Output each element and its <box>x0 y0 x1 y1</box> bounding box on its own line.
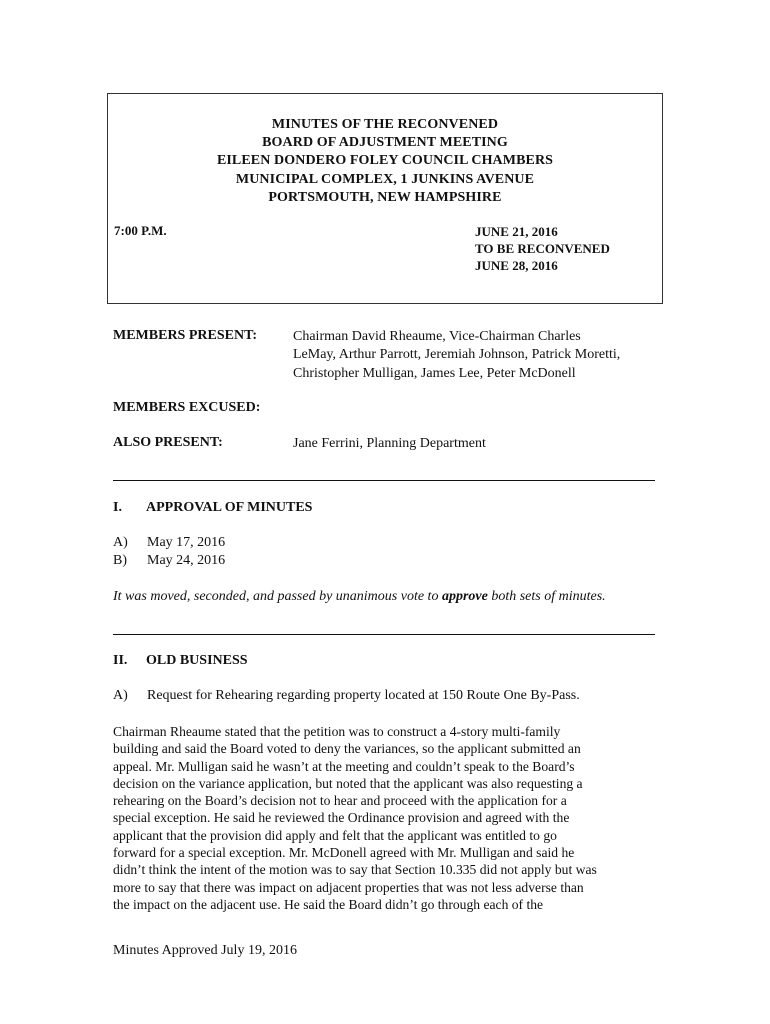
members-present-line: Chairman David Rheaume, Vice-Chairman Charles <box>293 329 581 344</box>
list-marker: B) <box>113 553 127 568</box>
header-box <box>107 93 663 304</box>
paragraph-line: the impact on the adjacent use. He said the Board didn’t go through each of the <box>113 896 544 912</box>
members-present-line: LeMay, Arthur Parrott, Jeremiah Johnson, Patrick Moretti, <box>293 347 621 363</box>
date-line: JUNE 28, 2016 <box>475 258 558 273</box>
divider <box>113 480 655 481</box>
title-line: MINUTES OF THE RECONVENED <box>271 117 499 132</box>
members-present-list <box>293 328 620 383</box>
paragraph-line: forward for a special exception. Mr. McDonell agreed with Mr. Mulligan and said he <box>113 845 575 861</box>
motion-text <box>113 589 606 605</box>
title-line: BOARD OF ADJUSTMENT MEETING <box>262 135 508 151</box>
paragraph-line: decision on the variance application, but noted that the applicant was also requesting a <box>113 775 583 791</box>
motion-text-start: It was moved, seconded, and passed by unanimous vote to <box>113 589 442 604</box>
also-present-label: ALSO PRESENT: <box>113 435 223 450</box>
section-number: I. <box>113 500 122 515</box>
also-present-value: Jane Ferrini, Planning Department <box>293 436 486 451</box>
document-title <box>108 116 662 207</box>
title-line: MUNICIPAL COMPLEX, 1 JUNKINS AVENUE <box>235 171 535 187</box>
list-marker: A) <box>113 688 128 703</box>
paragraph-line: more to say that there was impact on adjacent properties that was not less adverse than <box>113 879 584 895</box>
title-line: PORTSMOUTH, NEW HAMPSHIRE <box>268 189 502 205</box>
paragraph-line: special exception. He said he reviewed the Ordinance provision and agreed with the <box>113 810 570 826</box>
paragraph-line: didn’t think the intent of the motion was to say that Section 10.335 did not apply but was <box>113 862 597 878</box>
members-excused-label: MEMBERS EXCUSED: <box>113 400 261 415</box>
paragraph-line: appeal. Mr. Mulligan said he wasn’t at the meeting and couldn’t speak to the Board’s <box>113 758 575 774</box>
agenda-item: Request for Rehearing regarding property located at 150 Route One By-Pass. <box>147 688 580 703</box>
section-title: APPROVAL OF MINUTES <box>146 500 313 515</box>
date-line: JUNE 21, 2016 <box>475 224 558 239</box>
discussion-paragraph <box>113 723 657 913</box>
paragraph-line: applicant that the provision did apply and felt that the applicant was entitled to go <box>113 827 557 843</box>
title-line: EILEEN DONDERO FOLEY COUNCIL CHAMBERS <box>216 153 554 169</box>
members-present-label: MEMBERS PRESENT: <box>113 328 258 343</box>
paragraph-line: Chairman Rheaume stated that the petition was to construct a 4-story multi-family <box>113 724 561 739</box>
section-number: II. <box>113 653 128 668</box>
minutes-date-item: May 24, 2016 <box>147 553 226 568</box>
members-present-line: Christopher Mulligan, James Lee, Peter McDonell <box>293 365 576 381</box>
date-line: TO BE RECONVENED <box>475 241 610 256</box>
approval-footer: Minutes Approved July 19, 2016 <box>113 943 297 958</box>
meeting-time: 7:00 P.M. <box>114 223 167 238</box>
meeting-dates <box>475 223 610 274</box>
list-marker: A) <box>113 535 128 550</box>
motion-text-end: both sets of minutes. <box>487 589 606 604</box>
section-title: OLD BUSINESS <box>146 653 248 668</box>
paragraph-line: building and said the Board voted to deny the variances, so the applicant submitted an <box>113 741 581 757</box>
minutes-date-item: May 17, 2016 <box>147 535 226 550</box>
paragraph-line: rehearing on the Board’s decision not to hear and proceed with the application for a <box>113 793 567 809</box>
divider <box>113 634 655 635</box>
motion-action: approve <box>441 589 488 604</box>
